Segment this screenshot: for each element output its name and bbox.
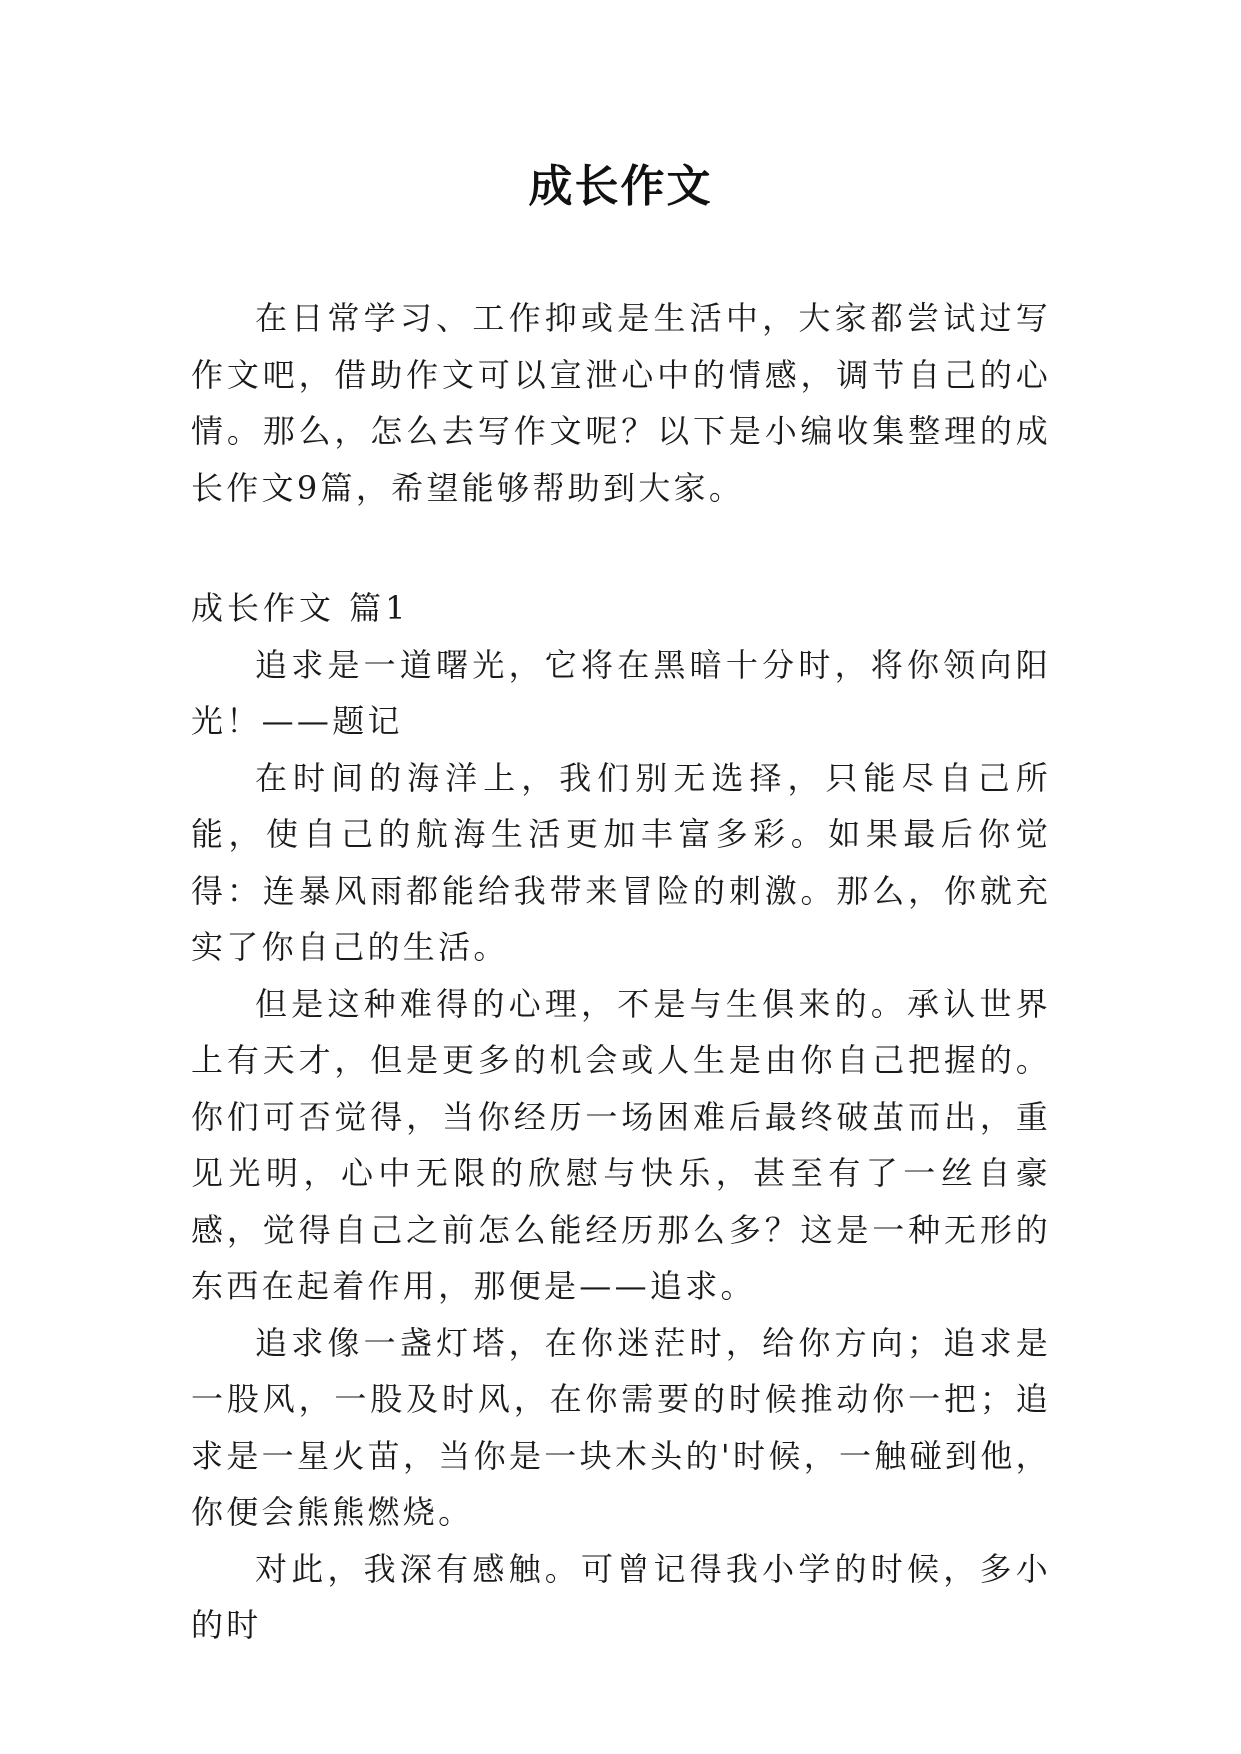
document-title: 成长作文 xyxy=(528,161,713,212)
intro-paragraph: 在日常学习、工作抑或是生活中，大家都尝试过写作文吧，借助作文可以宣泄心中的情感，调节自己的心情。那么，怎么去写作文呢？以下是小编收集整理的成长作文9篇，希望能够帮助到大家。 xyxy=(191,299,1051,507)
paragraph: 对此，我深有感触。可曾记得我小学的时候，多小的时 xyxy=(191,1549,1051,1644)
paragraph: 但是这种难得的心理，不是与生俱来的。承认世界上有天才，但是更多的机会或人生是由你自己把握的。你们可否觉得，当你经历一场困难后最终破茧而出，重见光明，心中无限的欣慰与快乐，甚至有了一丝自豪感，觉得自己之前怎么能经历那么多？这是一种无形的东西在起着作用，那便是——追求。 xyxy=(191,984,1051,1305)
intro-block xyxy=(191,290,1051,516)
paragraph-epigraph: 追求是一道曙光，它将在黑暗十分时，将你领向阳光！——题记 xyxy=(191,645,1051,740)
essay-section xyxy=(191,580,1051,1654)
section-heading: 成长作文 篇1 xyxy=(191,589,410,627)
paragraph: 追求像一盏灯塔，在你迷茫时，给你方向；追求是一股风，一股及时风，在你需要的时候推动你一把；追求是一星火苗，当你是一块木头的'时候，一触碰到他，你便会熊熊燃烧。 xyxy=(191,1323,1051,1531)
paragraph: 在时间的海洋上，我们别无选择，只能尽自己所能，使自己的航海生活更加丰富多彩。如果最后你觉得：连暴风雨都能给我带来冒险的刺激。那么，你就充实了你自己的生活。 xyxy=(191,758,1051,966)
